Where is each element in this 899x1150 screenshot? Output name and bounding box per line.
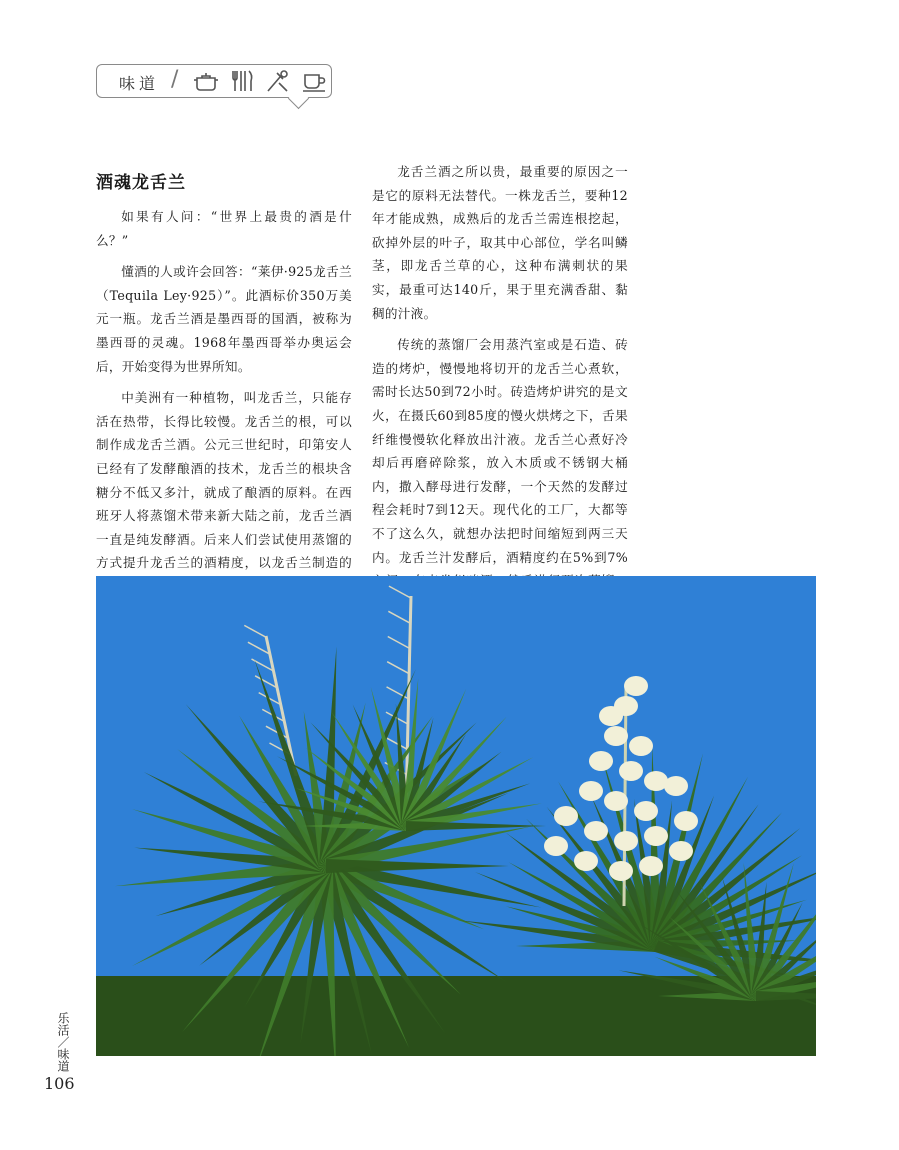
cup-icon xyxy=(301,69,327,93)
paragraph: 龙舌兰酒之所以贵，最重要的原因之一是它的原料无法替代。一株龙舌兰，要种12年才能成熟，成熟后的龙舌兰需连根挖起，砍掉外层的叶子，取其中心部位，学名叫鳞茎，即龙舌兰草的心，这种布满刺状的果实，最重可达140斤，果于里充满香甜、黏稠的汁液。 xyxy=(372,164,628,321)
paragraph: 如果有人问：“世界上最贵的酒是什么？” xyxy=(96,209,352,248)
article-left-column xyxy=(96,168,352,607)
fork-knife-icon xyxy=(229,69,255,93)
article-title: 酒魂龙舌兰 xyxy=(96,173,186,193)
sidebar-section-label: 乐活／味道 xyxy=(56,1012,70,1072)
section-header-tab xyxy=(96,64,332,98)
paragraph: 懂酒的人或许会回答：“莱伊·925龙舌兰（Tequila Ley·925）”。此酒标价350万美元一瓶。龙舌兰酒是墨西哥的国酒，被称为墨西哥的灵魂。1968年墨西哥举办奥运会后，开始变得为世界所知。 xyxy=(96,264,352,374)
paragraph: 中美洲有一种植物，叫龙舌兰，只能存活在热带，长得比较慢。龙舌兰的根，可以制作成龙舌兰酒。公元三世纪时，印第安人已经有了发酵酿酒的技术，龙舌兰的根块含糖分不低又多汁，就成了酿酒的原料。在西班牙人将蒸馏术带来新大陆之前，龙舌兰酒一直是纯发酵酒。后来人们尝试使用蒸馏的方式提升龙舌兰的酒精度，以龙舌兰制造的 xyxy=(96,390,352,571)
agave-photo xyxy=(96,576,816,1056)
section-label: 味道 xyxy=(119,74,160,93)
agave-illustration xyxy=(96,576,816,1056)
paragraph: 传统的蒸馏厂会用蒸汽室或是石造、砖造的烤炉，慢慢地将切开的龙舌兰心煮软，需时长达50到72小时。砖造烤炉讲究的是文火，在摄氏60到85度的慢火烘烤之下，舌果纤维慢慢软化释放出汁液。龙舌兰心煮好冷却后再磨碎除浆，放入木质或不锈钢大桶内，撒入酵母进行发酵，一个天然的发酵过程会耗时7到12天。现代化的工厂，大都等不了这么久，就想办法把时间缩短到两三天内。龙舌兰汁发酵后，酒精度约在5%到7% xyxy=(372,337,628,565)
header-icons xyxy=(193,69,327,93)
kitchen-utensils-icon xyxy=(265,69,291,93)
pot-icon xyxy=(193,69,219,93)
article-right-column xyxy=(372,160,628,624)
page-number: 106 xyxy=(44,1074,75,1093)
header-slash: / xyxy=(171,67,179,92)
